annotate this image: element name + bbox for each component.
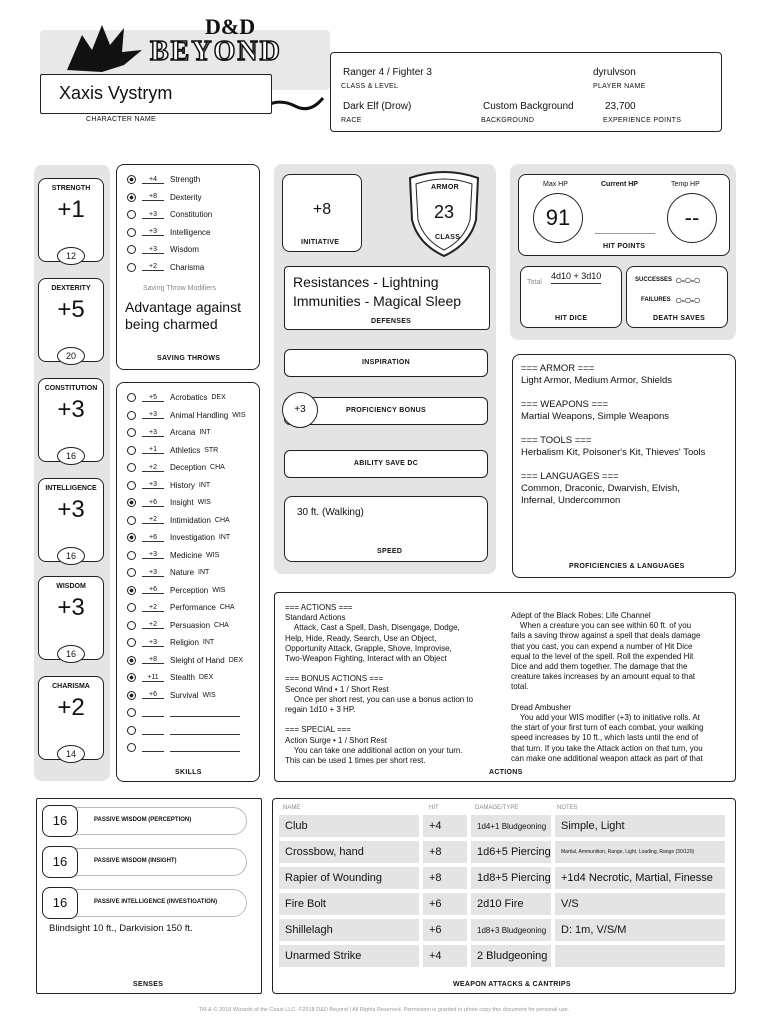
max-hp-value bbox=[533, 193, 583, 243]
ability-dexterity bbox=[38, 278, 104, 362]
brand-beyond: BEYOND bbox=[150, 36, 282, 67]
passive-sense-value: 16 bbox=[42, 887, 78, 919]
skill-name: Arcana bbox=[170, 428, 196, 438]
actions-left-text: === ACTIONS === Standard Actions Attack, Cast a Spell, Dash, Disengage, Dodge, Help, Hide, Ready, Search, Use an Object, Opportunity Attack, Grapple, Shove, Improvise, Two-Weapon Fighting, Interact with an Object === BONUS ACTIONS === Second Wind • 1 / Short Rest Once per short rest, you can use a bonus action to regain 1d10 + 3 HP. === SPECIAL === Action Surge • 1 / Short Rest You can take one additional action on your turn. This can be used 1 times per short rest. bbox=[285, 603, 474, 766]
saving-throws-title: SAVING THROWS bbox=[157, 355, 221, 362]
skill-name: History bbox=[170, 480, 195, 490]
skill-modifier: +2 bbox=[142, 464, 164, 472]
proficiency-marker-icon bbox=[127, 708, 136, 717]
armor-label-bottom: CLASS bbox=[435, 234, 461, 241]
proficiency-marker-icon bbox=[127, 691, 136, 700]
skill-attribute: DEX bbox=[228, 656, 244, 664]
weapon-name: Crossbow, hand bbox=[279, 841, 419, 863]
skill-modifier: +6 bbox=[142, 499, 164, 507]
actions-title: ACTIONS bbox=[489, 769, 523, 776]
death-saves-label: DEATH SAVES bbox=[653, 315, 706, 322]
weapon-row[interactable] bbox=[279, 945, 729, 967]
weapon-name: Rapier of Wounding bbox=[279, 867, 419, 889]
ability-name: INTELLIGENCE bbox=[45, 485, 97, 492]
proficiency-marker-icon bbox=[127, 463, 136, 472]
character-name-box[interactable] bbox=[40, 74, 272, 114]
proficiency-marker-icon bbox=[127, 656, 136, 665]
skill-modifier: +2 bbox=[142, 621, 164, 629]
proficiency-bonus-value bbox=[282, 392, 318, 428]
weapons-header-name: NAME bbox=[283, 805, 301, 811]
proficiency-marker-icon bbox=[127, 726, 136, 735]
saving-throw-strength[interactable] bbox=[127, 171, 212, 189]
skill-performance[interactable] bbox=[127, 599, 246, 617]
custom-skill-name bbox=[170, 726, 240, 735]
proficiency-marker-icon bbox=[127, 193, 136, 202]
skill-attribute: INT bbox=[218, 534, 231, 542]
weapons-box bbox=[272, 798, 736, 994]
skill-history[interactable] bbox=[127, 477, 246, 495]
passive-sense-value: 16 bbox=[42, 846, 78, 878]
custom-skill-name bbox=[170, 708, 240, 717]
proficiency-marker-icon bbox=[127, 393, 136, 402]
ability-name: CHARISMA bbox=[52, 683, 90, 690]
saving-throw-modifier: +4 bbox=[142, 176, 164, 184]
initiative-box[interactable] bbox=[282, 174, 362, 252]
skill-modifier: +2 bbox=[142, 516, 164, 524]
skill-modifier: +3 bbox=[142, 481, 164, 489]
brand-dd: D&D bbox=[205, 14, 256, 39]
skill-medicine[interactable] bbox=[127, 547, 246, 565]
weapon-damage: 1d4+1 Bludgeoning bbox=[471, 815, 551, 837]
class-level-label: CLASS & LEVEL bbox=[341, 83, 399, 90]
passive-sense-value: 16 bbox=[42, 805, 78, 837]
death-saves-box bbox=[626, 266, 728, 328]
death-save-successes[interactable]: ○-○-○ bbox=[675, 273, 700, 287]
ability-modifier: +2 bbox=[57, 694, 85, 721]
passive-sense bbox=[45, 889, 247, 917]
proficiency-marker-icon bbox=[127, 568, 136, 577]
max-hp-number: 91 bbox=[545, 205, 571, 230]
race-label: RACE bbox=[341, 117, 362, 124]
skill-modifier: +8 bbox=[142, 656, 164, 664]
skill-animal-handling[interactable] bbox=[127, 407, 246, 425]
character-name: Xaxis Vystrym bbox=[59, 83, 173, 103]
weapons-header-damage: DAMAGE/TYPE bbox=[475, 805, 519, 811]
proficiency-marker-icon bbox=[127, 586, 136, 595]
saving-throw-name: Intelligence bbox=[170, 227, 211, 237]
custom-skill-modifier bbox=[142, 743, 164, 752]
skill-attribute: INT bbox=[198, 569, 210, 577]
skill-attribute: WIS bbox=[206, 551, 220, 559]
skill-attribute: WIS bbox=[232, 411, 246, 419]
passive-sense-label: PASSIVE INTELLIGENCE (INVESTIGATION) bbox=[94, 899, 218, 905]
ability-name: STRENGTH bbox=[51, 185, 91, 192]
ability-name: WISDOM bbox=[56, 583, 86, 590]
proficiency-marker-icon bbox=[127, 446, 136, 455]
hit-dice-total-label: Total bbox=[527, 279, 542, 286]
weapon-hit: +6 bbox=[423, 893, 467, 915]
character-name-label: CHARACTER NAME bbox=[86, 116, 156, 123]
hit-points-title: HIT POINTS bbox=[603, 243, 646, 250]
skill-attribute: CHA bbox=[214, 516, 230, 524]
weapon-notes: Martial, Ammunition, Range, Light, Loading, Range (30/120) bbox=[555, 841, 725, 863]
senses-text: Blindsight 10 ft., Darkvision 150 ft. bbox=[49, 923, 193, 934]
death-save-failures-label: FAILURES bbox=[641, 297, 671, 303]
temp-hp-label: Temp HP bbox=[671, 181, 700, 188]
weapon-damage: 1d6+5 Piercing bbox=[471, 841, 551, 863]
proficiency-marker-icon bbox=[127, 411, 136, 420]
actions-right-text: Adept of the Black Robes: Life Channel When a creature you can see within 60 ft. of you fails a saving throw against a spell that deals damage that you cast, you can expend a number of Hit Dice equal to the level of the spell. Roll the expended Hit Dice and add them together. The damage that the creature takes increases by an amount equal to that total. Dread Ambusher You add your WIS modifier (+3) to initiative rolls. At the start of your first turn of each combat, your walking speed increases by 10 ft., which lasts until the end of that turn. If you take the Attack action on that turn, you can make one additional weapon attack as part of that bbox=[511, 611, 704, 763]
speed-value: 30 ft. (Walking) bbox=[297, 507, 364, 518]
custom-skill-row[interactable] bbox=[127, 704, 240, 722]
skill-attribute: WIS bbox=[212, 586, 226, 594]
proficiency-marker-icon bbox=[127, 263, 136, 272]
weapon-row[interactable] bbox=[279, 815, 729, 837]
skill-name: Religion bbox=[170, 638, 199, 648]
background[interactable]: Custom Background bbox=[483, 101, 574, 112]
skill-name: Deception bbox=[170, 463, 207, 473]
weapon-name: Shillelagh bbox=[279, 919, 419, 941]
proficiency-marker-icon bbox=[127, 481, 136, 490]
max-hp-label: Max HP bbox=[543, 181, 568, 188]
character-info-box bbox=[330, 52, 722, 132]
ability-save-dc-label: ABILITY SAVE DC bbox=[353, 460, 419, 467]
weapons-title: WEAPON ATTACKS & CANTRIPS bbox=[453, 981, 571, 988]
skill-deception[interactable] bbox=[127, 459, 246, 477]
skill-modifier: +1 bbox=[142, 446, 164, 454]
skill-modifier: +3 bbox=[142, 569, 164, 577]
skill-name: Nature bbox=[170, 568, 195, 578]
skill-attribute: WIS bbox=[202, 691, 216, 699]
passive-sense-label: PASSIVE WISDOM (PERCEPTION) bbox=[94, 817, 192, 823]
armor-class-value[interactable]: 23 bbox=[434, 202, 455, 222]
saving-throw-wisdom[interactable] bbox=[127, 241, 212, 259]
skill-name: Persuasion bbox=[170, 620, 211, 630]
saving-throw-name: Wisdom bbox=[170, 245, 199, 255]
weapon-name: Fire Bolt bbox=[279, 893, 419, 915]
inspiration-label: INSPIRATION bbox=[362, 359, 410, 366]
weapon-hit: +8 bbox=[423, 867, 467, 889]
saving-throw-modifier: +8 bbox=[142, 193, 164, 201]
skill-modifier: +2 bbox=[142, 604, 164, 612]
skill-name: Sleight of Hand bbox=[170, 655, 225, 665]
current-hp-label: Current HP bbox=[601, 181, 638, 188]
senses-box bbox=[36, 798, 262, 994]
custom-skill-row[interactable] bbox=[127, 739, 240, 757]
skill-attribute: INT bbox=[202, 639, 215, 647]
actions-box bbox=[274, 592, 736, 782]
player-name[interactable]: dyrulvson bbox=[593, 67, 636, 78]
skill-modifier: +5 bbox=[142, 394, 164, 402]
weapon-damage: 1d8+5 Piercing bbox=[471, 867, 551, 889]
saving-throw-dexterity[interactable] bbox=[127, 189, 212, 207]
saving-throw-modifiers: Advantage against being charmed bbox=[125, 299, 241, 332]
skill-attribute: CHA bbox=[210, 464, 225, 472]
weapon-name: Unarmed Strike bbox=[279, 945, 419, 967]
weapon-name: Club bbox=[279, 815, 419, 837]
ability-intelligence bbox=[38, 478, 104, 562]
death-save-failures[interactable]: ○-○-○ bbox=[675, 293, 700, 307]
experience-points[interactable]: 23,700 bbox=[605, 101, 636, 112]
background-label: BACKGROUND bbox=[481, 117, 535, 124]
temp-hp-number: -- bbox=[684, 205, 700, 230]
skill-modifier: +6 bbox=[142, 534, 164, 542]
custom-skill-name bbox=[170, 743, 240, 752]
weapon-row[interactable] bbox=[279, 919, 729, 941]
ability-name: CONSTITUTION bbox=[44, 385, 98, 392]
weapon-row[interactable] bbox=[279, 893, 729, 915]
death-save-successes-label: SUCCESSES bbox=[635, 277, 673, 283]
skill-name: Acrobatics bbox=[170, 393, 208, 403]
weapon-damage: 1d8+3 Bludgeoning bbox=[471, 919, 551, 941]
saving-throws-box bbox=[116, 164, 260, 370]
skills-title: SKILLS bbox=[175, 769, 202, 776]
skill-acrobatics[interactable] bbox=[127, 389, 246, 407]
skill-name: Performance bbox=[170, 603, 216, 613]
skill-name: Investigation bbox=[170, 533, 215, 543]
skill-name: Medicine bbox=[170, 550, 203, 560]
ability-modifier: +3 bbox=[57, 396, 85, 423]
skills-box bbox=[116, 382, 260, 782]
saving-throw-modifier: +3 bbox=[142, 246, 164, 254]
proficiency-marker-icon bbox=[127, 638, 136, 647]
senses-title: SENSES bbox=[133, 981, 164, 988]
dragon-logo-icon bbox=[62, 20, 152, 80]
skill-perception[interactable] bbox=[127, 582, 246, 600]
ability-score[interactable]: 16 bbox=[57, 547, 85, 565]
skill-insight[interactable] bbox=[127, 494, 246, 512]
skill-name: Survival bbox=[170, 690, 199, 700]
saving-throw-modifier: +2 bbox=[142, 263, 164, 271]
proficiency-marker-icon bbox=[127, 516, 136, 525]
skill-attribute: INT bbox=[198, 481, 211, 489]
saving-throw-name: Charisma bbox=[170, 262, 205, 272]
ability-modifier: +3 bbox=[57, 496, 85, 523]
ability-score[interactable]: 16 bbox=[57, 447, 85, 465]
ability-wisdom bbox=[38, 576, 104, 660]
ability-save-dc-box bbox=[284, 450, 488, 478]
saving-throw-name: Strength bbox=[170, 175, 201, 185]
skill-modifier: +3 bbox=[142, 639, 164, 647]
race[interactable]: Dark Elf (Drow) bbox=[343, 101, 412, 112]
skill-modifier: +6 bbox=[142, 586, 164, 594]
weapons-header-hit: HIT bbox=[429, 805, 439, 811]
weapon-hit: +8 bbox=[423, 841, 467, 863]
temp-hp-value[interactable] bbox=[667, 193, 717, 243]
weapon-hit: +6 bbox=[423, 919, 467, 941]
custom-skill-modifier bbox=[142, 708, 164, 717]
skill-modifier: +3 bbox=[142, 411, 164, 419]
skill-religion[interactable] bbox=[127, 634, 246, 652]
skill-athletics[interactable] bbox=[127, 442, 246, 460]
proficiency-marker-icon bbox=[127, 175, 136, 184]
armor-label-top: ARMOR bbox=[431, 184, 459, 191]
saving-throw-name: Dexterity bbox=[170, 192, 202, 202]
proficiency-marker-icon bbox=[127, 245, 136, 254]
ability-name: DEXTERITY bbox=[51, 285, 91, 292]
initiative-value: +8 bbox=[312, 201, 332, 218]
skill-name: Insight bbox=[170, 498, 194, 508]
skill-attribute: CHA bbox=[219, 604, 235, 612]
skill-nature[interactable] bbox=[127, 564, 246, 582]
speed-box bbox=[284, 496, 488, 562]
proficiencies-text: === ARMOR === Light Armor, Medium Armor, Shields === WEAPONS === Martial Weapons, Simple Weapons === TOOLS === Herbalism Kit, Poisoner's Kit, Thieves' Tools === LANGUAGES === Common, Draconic, Dwarvish, Elvish, Infernal, Undercommon bbox=[521, 363, 706, 506]
ability-score[interactable]: 14 bbox=[57, 745, 85, 763]
hit-dice-label: HIT DICE bbox=[555, 315, 588, 322]
saving-throw-intelligence[interactable] bbox=[127, 224, 212, 242]
skill-stealth[interactable] bbox=[127, 669, 246, 687]
weapon-notes: V/S bbox=[555, 893, 725, 915]
skill-attribute: WIS bbox=[197, 499, 211, 507]
ability-charisma bbox=[38, 676, 104, 760]
proficiencies-box bbox=[512, 354, 736, 578]
footer-copyright: TM & © 2018 Wizards of the Coast LLC. ©2018 D&D Beyond | All Rights Reserved. Permission is granted to photo copy this document for personal use. bbox=[198, 1007, 570, 1013]
ability-score[interactable]: 20 bbox=[57, 347, 85, 365]
hit-points-box bbox=[518, 174, 730, 256]
skill-attribute: STR bbox=[204, 446, 219, 454]
weapon-damage: 2d10 Fire bbox=[471, 893, 551, 915]
class-level[interactable]: Ranger 4 / Fighter 3 bbox=[343, 67, 432, 78]
saving-throw-constitution[interactable] bbox=[127, 206, 212, 224]
proficiency-marker-icon bbox=[127, 673, 136, 682]
player-name-label: PLAYER NAME bbox=[593, 83, 646, 90]
proficiency-marker-icon bbox=[127, 210, 136, 219]
proficiency-marker-icon bbox=[127, 533, 136, 542]
defenses-text: Resistances - Lightning Immunities - Magical Sleep bbox=[293, 274, 462, 309]
saving-throw-modifier: +3 bbox=[142, 211, 164, 219]
skill-attribute: CHA bbox=[214, 621, 229, 629]
skill-intimidation[interactable] bbox=[127, 512, 246, 530]
defenses-box bbox=[284, 266, 490, 330]
passive-sense-label: PASSIVE WISDOM (INSIGHT) bbox=[94, 858, 177, 864]
skill-investigation[interactable] bbox=[127, 529, 246, 547]
ability-score[interactable]: 16 bbox=[57, 645, 85, 663]
passive-sense bbox=[45, 848, 247, 876]
saving-throw-modifiers-label: Saving Throw Modifiers bbox=[143, 285, 217, 292]
saving-throw-name: Constitution bbox=[170, 210, 213, 220]
proficiency-marker-icon bbox=[127, 551, 136, 560]
proficiency-bonus-number: +3 bbox=[294, 404, 306, 415]
saving-throw-modifier: +3 bbox=[142, 228, 164, 236]
custom-skill-row[interactable] bbox=[127, 722, 240, 740]
weapons-header-notes: NOTES bbox=[557, 805, 578, 811]
weapon-hit: +4 bbox=[423, 815, 467, 837]
weapon-row[interactable] bbox=[279, 841, 729, 863]
inspiration-box[interactable] bbox=[284, 349, 488, 377]
proficiency-bonus-label: PROFICIENCY BONUS bbox=[345, 407, 427, 414]
proficiency-marker-icon bbox=[127, 228, 136, 237]
ability-modifier: +5 bbox=[57, 296, 85, 323]
ability-modifier: +1 bbox=[57, 196, 85, 223]
skill-persuasion[interactable] bbox=[127, 617, 246, 635]
proficiencies-title: PROFICIENCIES & LANGUAGES bbox=[569, 563, 685, 570]
skill-survival[interactable] bbox=[127, 687, 246, 705]
hit-dice-value: 4d10 + 3d10 bbox=[551, 271, 601, 284]
skill-attribute: INT bbox=[199, 429, 211, 437]
skill-name: Animal Handling bbox=[170, 410, 229, 420]
skill-modifier: +11 bbox=[142, 674, 164, 682]
weapon-notes bbox=[555, 945, 725, 967]
speed-label: SPEED bbox=[377, 548, 403, 555]
skill-sleight-of-hand[interactable] bbox=[127, 652, 246, 670]
proficiency-marker-icon bbox=[127, 603, 136, 612]
ability-constitution bbox=[38, 378, 104, 462]
skill-modifier: +6 bbox=[142, 691, 164, 699]
ability-strength bbox=[38, 178, 104, 262]
hit-dice-box bbox=[520, 266, 622, 328]
skill-arcana[interactable] bbox=[127, 424, 246, 442]
proficiency-marker-icon bbox=[127, 743, 136, 752]
passive-sense bbox=[45, 807, 247, 835]
skill-name: Stealth bbox=[170, 673, 195, 683]
skill-modifier: +3 bbox=[142, 429, 164, 437]
weapon-row[interactable] bbox=[279, 867, 729, 889]
skill-modifier: +3 bbox=[142, 551, 164, 559]
weapon-damage: 2 Bludgeoning bbox=[471, 945, 551, 967]
initiative-label: INITIATIVE bbox=[301, 239, 340, 246]
skill-name: Intimidation bbox=[170, 515, 211, 525]
custom-skill-modifier bbox=[142, 726, 164, 735]
proficiency-marker-icon bbox=[127, 428, 136, 437]
skill-name: Athletics bbox=[170, 445, 201, 455]
saving-throw-charisma[interactable] bbox=[127, 259, 212, 277]
weapon-hit: +4 bbox=[423, 945, 467, 967]
ability-score[interactable]: 12 bbox=[57, 247, 85, 265]
experience-points-label: EXPERIENCE POINTS bbox=[603, 117, 682, 124]
current-hp-input[interactable] bbox=[595, 231, 655, 234]
weapon-notes: Simple, Light bbox=[555, 815, 725, 837]
skill-attribute: DEX bbox=[211, 394, 226, 402]
proficiency-marker-icon bbox=[127, 498, 136, 507]
skill-name: Perception bbox=[170, 585, 209, 595]
defenses-label: DEFENSES bbox=[371, 318, 412, 325]
proficiency-marker-icon bbox=[127, 621, 136, 630]
ability-modifier: +3 bbox=[57, 594, 85, 621]
weapon-notes: D: 1m, V/S/M bbox=[555, 919, 725, 941]
weapon-notes: +1d4 Necrotic, Martial, Finesse bbox=[555, 867, 725, 889]
skill-attribute: DEX bbox=[198, 674, 214, 682]
